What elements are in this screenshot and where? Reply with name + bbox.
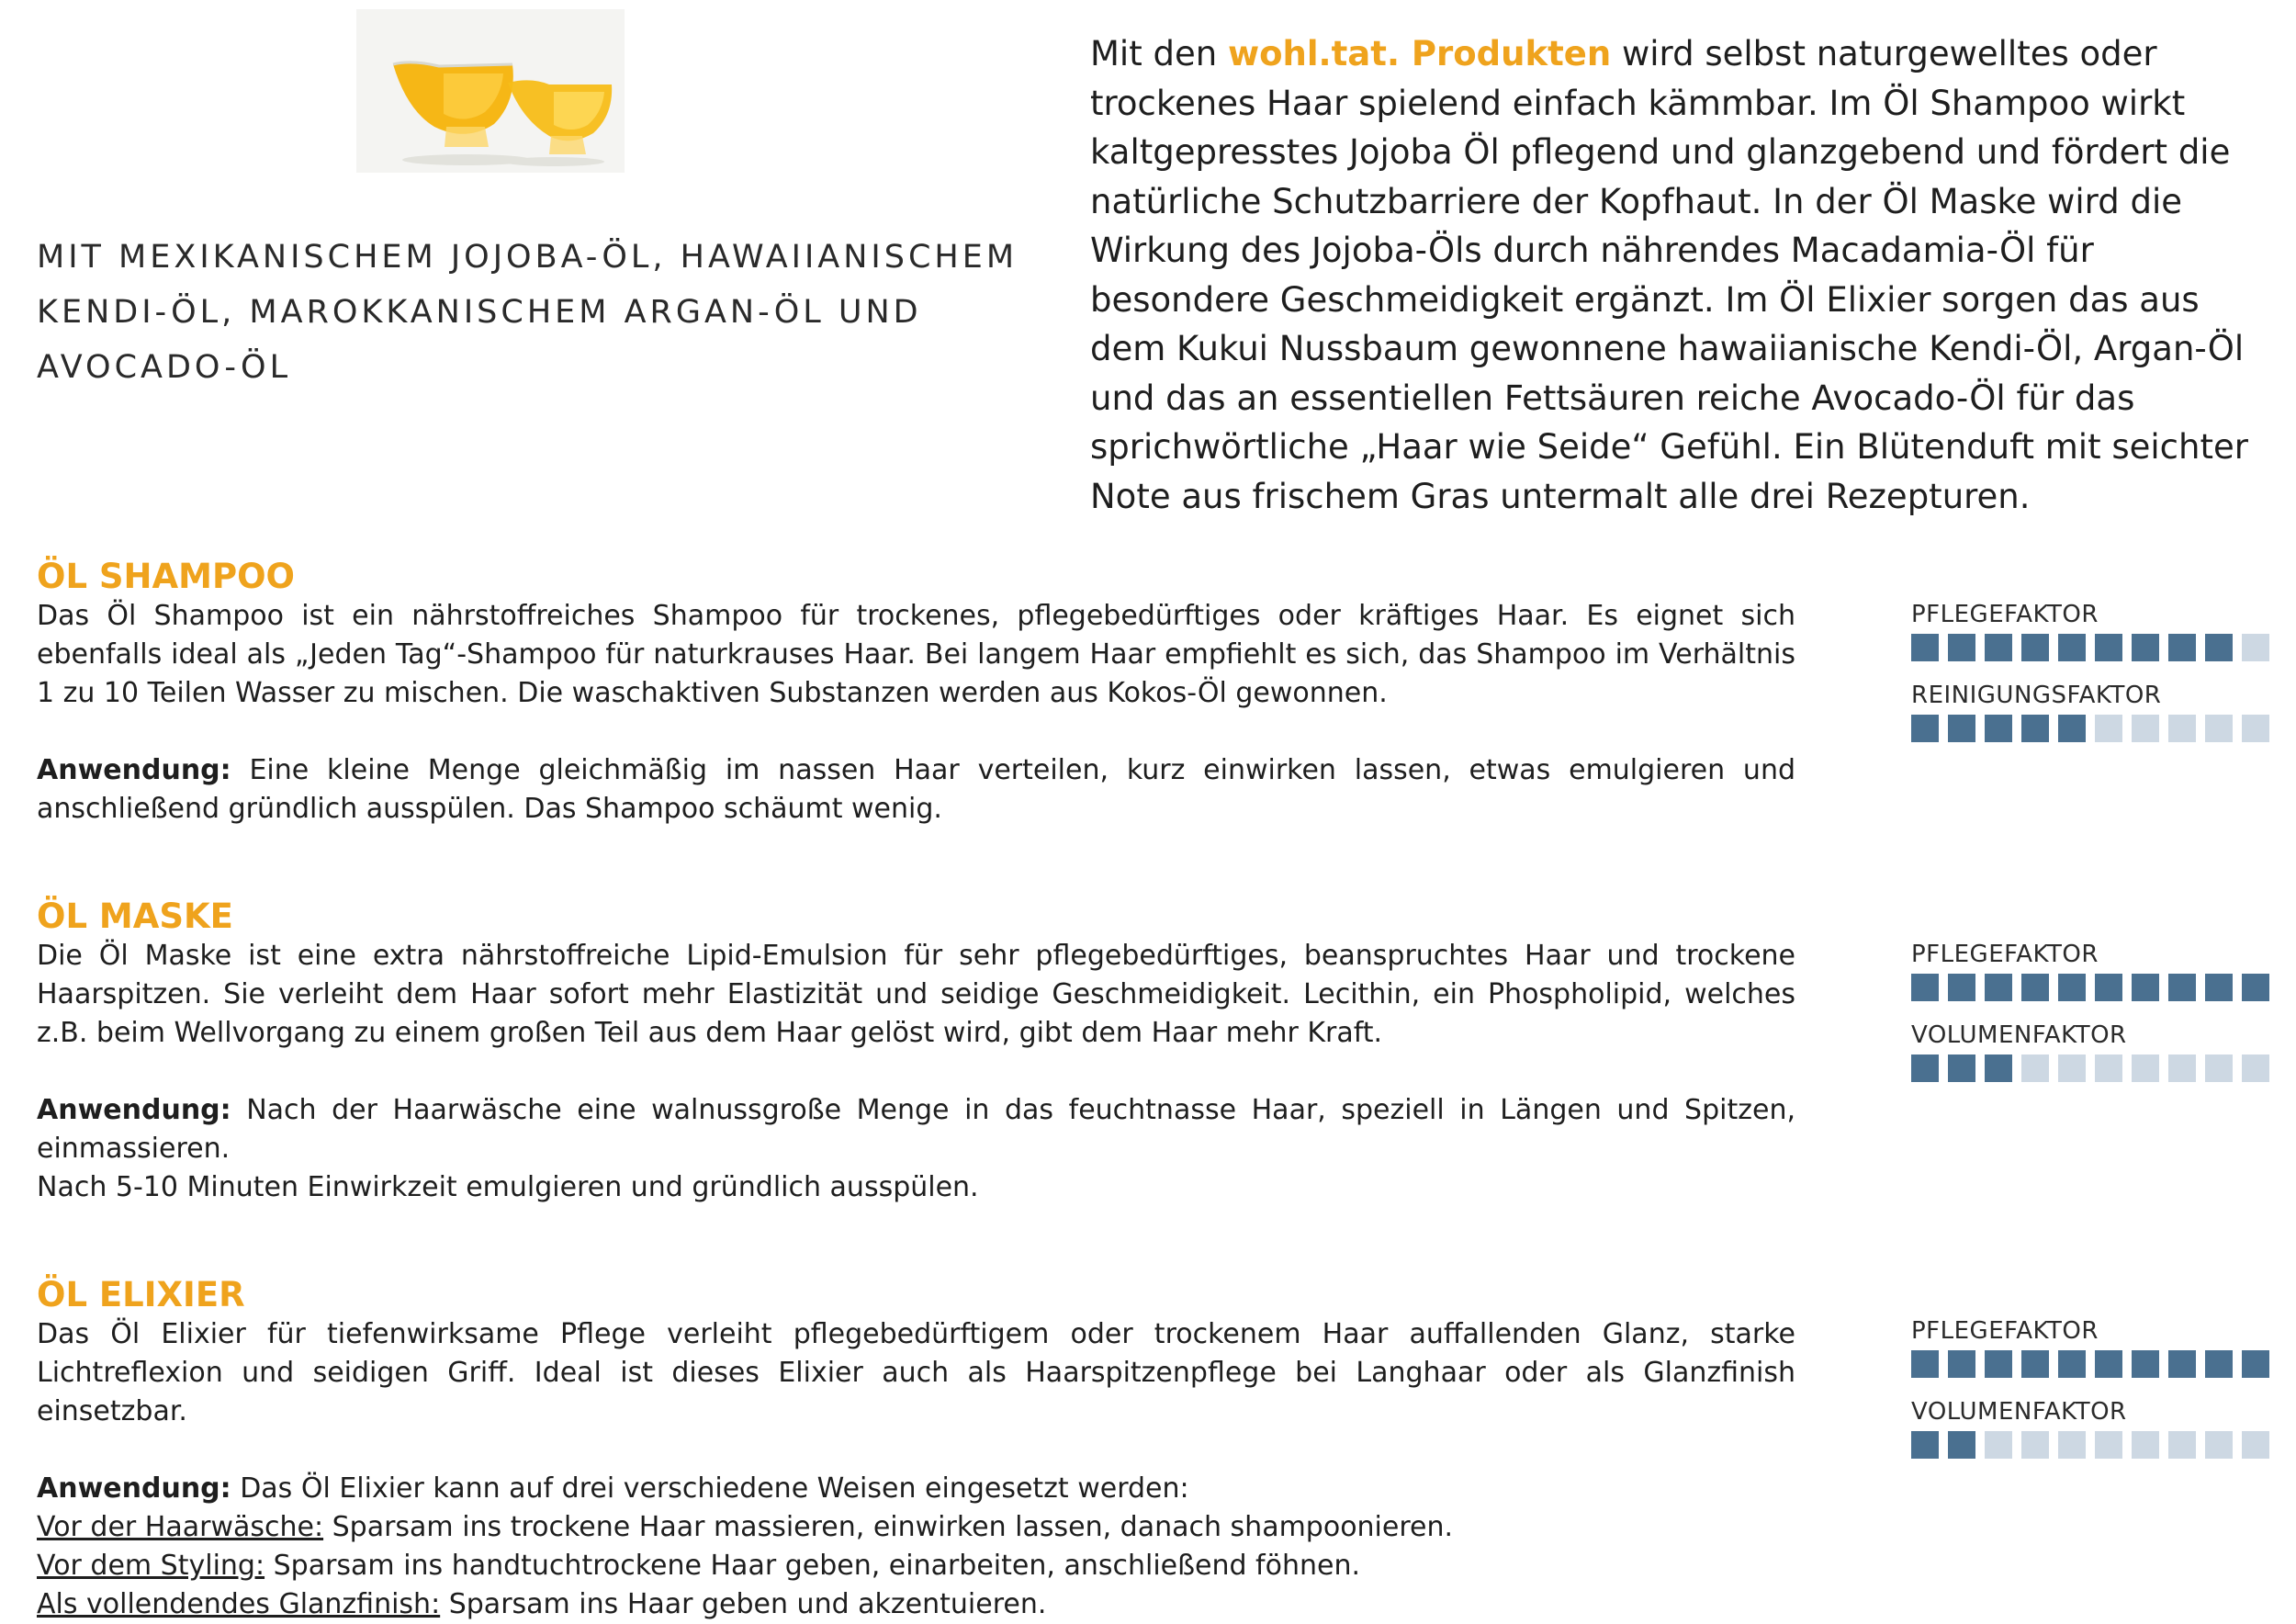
scale-cell-empty	[2168, 1431, 2196, 1459]
product-description: Das Öl Elixier für tiefenwirksame Pflege verleiht pflegebedürftigem oder trockenem Haar auffallenden Glanz, starke Lichtreflexion und seidigen Griff. Ideal ist dieses Elixier auch als Haarspitzenpflege bei Langhaar oder als Glanzfinish einsetzbar.	[37, 1318, 1795, 1427]
usage-method-text: Sparsam ins Haar geben und akzentuieren.	[440, 1588, 1047, 1620]
ingredients-tagline	[37, 230, 1065, 395]
scale-cell-filled	[2058, 974, 2086, 1001]
scale-cell-empty	[2132, 1431, 2159, 1459]
scale-cell-filled	[1948, 715, 1975, 742]
scale-cell-empty	[2242, 634, 2269, 661]
scale-cell-filled	[1911, 1350, 1939, 1378]
factor-label: VOLUMENFAKTOR	[1911, 1021, 2127, 1049]
scale-cell-filled	[2021, 634, 2049, 661]
usage-extra: Nach 5-10 Minuten Einwirkzeit emulgieren und gründlich ausspülen.	[37, 1171, 979, 1203]
factor-scale	[1911, 1431, 2279, 1459]
scale-cell-filled	[1948, 974, 1975, 1001]
scale-cell-empty	[2095, 1431, 2122, 1459]
usage-heading: Anwendung:	[37, 1094, 231, 1126]
scale-cell-empty	[2132, 1054, 2159, 1082]
scale-cell-filled	[2021, 974, 2049, 1001]
factor-scale	[1911, 974, 2279, 1001]
factor-scale	[1911, 715, 2279, 742]
usage-text: Nach der Haarwäsche eine walnussgroße Menge in das feuchtnasse Haar, speziell in Längen und Spitzen, einmassieren.	[37, 1094, 1795, 1165]
scale-cell-filled	[2058, 1350, 2086, 1378]
factor-pflege	[1911, 599, 2279, 661]
factor-label: PFLEGEFAKTOR	[1911, 941, 2099, 968]
scale-cell-filled	[1911, 634, 1939, 661]
tagline-line-2: KENDI-ÖL, MAROKKANISCHEM ARGAN-ÖL UND AVOCADO-ÖL	[37, 294, 922, 386]
scale-cell-filled	[2168, 1350, 2196, 1378]
scale-cell-empty	[2168, 1054, 2196, 1082]
usage-method-1	[37, 1508, 1795, 1547]
product-description: Die Öl Maske ist eine extra nährstoffreiche Lipid-Emulsion für sehr pflegebedürftiges, beanspruchtes Haar und trockene Haarspitzen. Sie verleiht dem Haar sofort mehr Elastizität und seidige Geschmeidigkeit. Lecithin, ein Phospholipid, welches z.B. beim Wellvorgang zu einem großen Teil aus dem Haar gelöst wird, gibt dem Haar mehr Kraft.	[37, 940, 1795, 1049]
product-usage	[37, 751, 1795, 829]
intro-lead: Mit den	[1090, 34, 1228, 73]
scale-cell-filled	[2021, 715, 2049, 742]
factor-scale	[1911, 1054, 2279, 1082]
usage-method-text: Sparsam ins trockene Haar massieren, einwirken lassen, danach shampoonieren.	[323, 1511, 1454, 1543]
scale-cell-filled	[1985, 1054, 2012, 1082]
factor-reinigung	[1911, 680, 2279, 742]
product-usage	[37, 1091, 1795, 1168]
factor-volumen	[1911, 1396, 2279, 1459]
product-title: ÖL SHAMPOO	[37, 557, 296, 596]
factor-pflege	[1911, 1315, 2279, 1378]
scale-cell-empty	[2021, 1431, 2049, 1459]
usage-text: Eine kleine Menge gleichmäßig im nassen Haar verteilen, kurz einwirken lassen, etwas emulgieren und anschließend gründlich ausspülen. Das Shampoo schäumt wenig.	[37, 754, 1795, 825]
usage-method-text: Sparsam ins handtuchtrockene Haar geben, einarbeiten, anschließend föhnen.	[264, 1550, 1361, 1582]
scale-cell-filled	[2242, 1350, 2269, 1378]
scale-cell-filled	[2132, 974, 2159, 1001]
scale-cell-empty	[2058, 1054, 2086, 1082]
product-oil-shampoo	[37, 557, 1795, 829]
scale-cell-filled	[1985, 974, 2012, 1001]
product-usage	[37, 1470, 1795, 1508]
scale-cell-empty	[2205, 715, 2233, 742]
scale-cell-empty	[2205, 1054, 2233, 1082]
scale-cell-empty	[2095, 1054, 2122, 1082]
scale-cell-filled	[2132, 634, 2159, 661]
oil-gravy-boats-image	[356, 9, 625, 173]
scale-cell-filled	[1911, 1431, 1939, 1459]
product-description: Das Öl Shampoo ist ein nährstoffreiches Shampoo für trockenes, pflegebedürftiges oder kräftiges Haar. Es eignet sich ebenfalls ideal als „Jeden Tag“-Shampoo für naturkrauses Haar. Bei langem Haar empfiehlt es sich, das Shampoo im Verhältnis 1 zu 10 Teilen Wasser zu mischen. Die waschaktiven Substanzen werden aus Kokos-Öl gewonnen.	[37, 600, 1795, 709]
scale-cell-empty	[2205, 1431, 2233, 1459]
scale-cell-filled	[1948, 1350, 1975, 1378]
scale-cell-empty	[2242, 1431, 2269, 1459]
scale-cell-filled	[2132, 1350, 2159, 1378]
usage-method-heading: Vor der Haarwäsche:	[37, 1511, 324, 1543]
factor-label: PFLEGEFAKTOR	[1911, 1317, 2099, 1345]
factor-label: VOLUMENFAKTOR	[1911, 1398, 2127, 1426]
scale-cell-filled	[2205, 974, 2233, 1001]
usage-method-heading: Als vollendendes Glanzfinish:	[37, 1588, 441, 1620]
factor-label: PFLEGEFAKTOR	[1911, 601, 2099, 628]
factor-scale	[1911, 1350, 2279, 1378]
scale-cell-empty	[2021, 1054, 2049, 1082]
scale-cell-filled	[2021, 1350, 2049, 1378]
factor-label: REINIGUNGSFAKTOR	[1911, 682, 2162, 709]
scale-cell-empty	[1985, 1431, 2012, 1459]
scale-cell-filled	[1948, 634, 1975, 661]
scale-cell-empty	[2242, 1054, 2269, 1082]
factor-volumen	[1911, 1020, 2279, 1082]
intro-paragraph	[1090, 29, 2257, 521]
scale-cell-filled	[2058, 715, 2086, 742]
scale-cell-filled	[1985, 1350, 2012, 1378]
mask-factors	[1911, 939, 2279, 1100]
usage-method-heading: Vor dem Styling:	[37, 1550, 265, 1582]
scale-cell-filled	[2168, 634, 2196, 661]
intro-text: wird selbst naturgewelltes oder trockenes Haar spielend einfach kämmbar. Im Öl Shampoo wirkt kaltgepresstes Jojoba Öl pflegend und glanzgebend und fördert die natürliche Schutzbarriere der Kopfhaut. In der Öl Maske wird die Wirkung des Jojoba-Öls durch nährendes Macadamia-Öl für besondere Geschmeidigkeit ergänzt. Im Öl Elixier sorgen das aus dem Kukui Nussbaum gewonnene hawaiianische Kendi-Öl, Argan-Öl und das an essentiellen Fettsäuren reiche Avocado-Öl für das sprichwörtliche „Haar wie Seide“ Gefühl. Ein Blütenduft mit seichter Note aus frischem Gras untermalt alle drei Rezepturen.	[1090, 34, 2248, 516]
scale-cell-empty	[2095, 715, 2122, 742]
scale-cell-filled	[1948, 1431, 1975, 1459]
tagline-line-1: MIT MEXIKANISCHEM JOJOBA-ÖL, HAWAIIANISCHEM	[37, 239, 1019, 276]
product-oil-mask	[37, 897, 1795, 1207]
scale-cell-filled	[2095, 974, 2122, 1001]
scale-cell-empty	[2168, 715, 2196, 742]
factor-pflege	[1911, 939, 2279, 1001]
scale-cell-filled	[2205, 634, 2233, 661]
brand-name: wohl.tat. Produkten	[1227, 34, 1612, 73]
elixir-factors	[1911, 1315, 2279, 1477]
scale-cell-filled	[1985, 634, 2012, 661]
scale-cell-filled	[2168, 974, 2196, 1001]
scale-cell-empty	[2132, 715, 2159, 742]
usage-heading: Anwendung:	[37, 754, 231, 786]
scale-cell-empty	[2058, 1431, 2086, 1459]
scale-cell-filled	[2058, 634, 2086, 661]
factor-scale	[1911, 634, 2279, 661]
scale-cell-filled	[1911, 1054, 1939, 1082]
scale-cell-filled	[1911, 974, 1939, 1001]
scale-cell-filled	[2205, 1350, 2233, 1378]
scale-cell-filled	[1911, 715, 1939, 742]
product-title: ÖL ELIXIER	[37, 1275, 245, 1314]
product-oil-elixir	[37, 1275, 1795, 1624]
scale-cell-filled	[1948, 1054, 1975, 1082]
scale-cell-filled	[2095, 634, 2122, 661]
shampoo-factors	[1911, 599, 2279, 761]
scale-cell-filled	[2095, 1350, 2122, 1378]
usage-method-2	[37, 1547, 1795, 1585]
usage-text: Das Öl Elixier kann auf drei verschiedene Weisen eingesetzt werden:	[231, 1472, 1189, 1505]
scale-cell-filled	[1985, 715, 2012, 742]
product-title: ÖL MASKE	[37, 897, 233, 936]
scale-cell-empty	[2242, 715, 2269, 742]
scale-cell-filled	[2242, 974, 2269, 1001]
usage-heading: Anwendung:	[37, 1472, 231, 1505]
